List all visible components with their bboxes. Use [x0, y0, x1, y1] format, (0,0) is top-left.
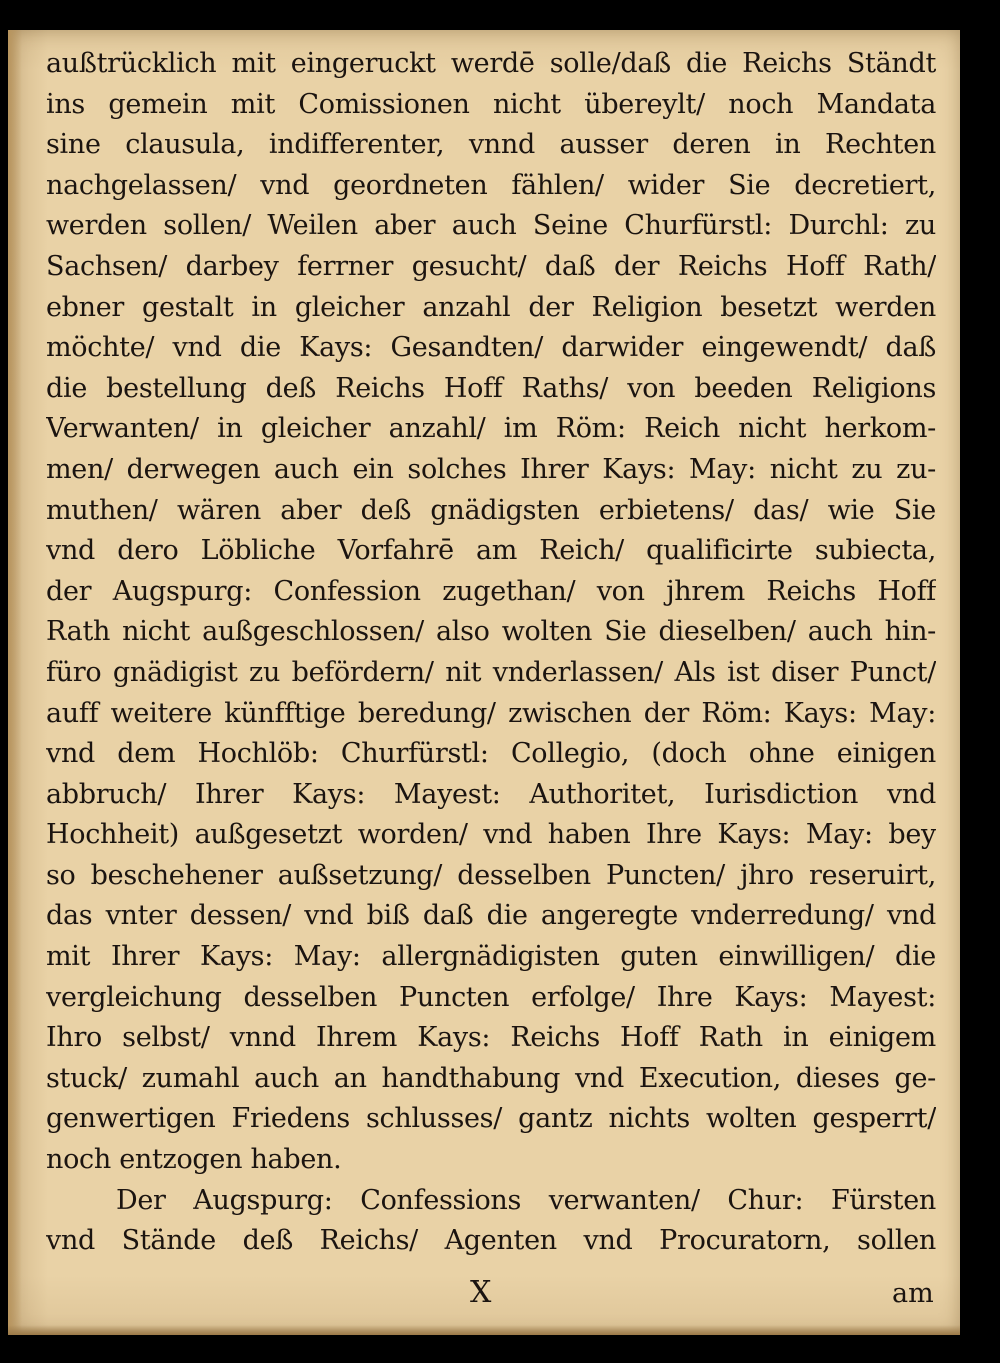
text-line: sine clausula, indifferenter, vnnd ausser deren in Rechten	[46, 129, 936, 161]
text-line: abbruch/ Ihrer Kays: Mayest: Authoritet, Iurisdiction vnd	[46, 778, 936, 810]
text-line: vergleichung desselben Puncten erfolge/ Ihre Kays: Mayest:	[46, 981, 936, 1013]
text-line: möchte/ vnd die Kays: Gesandten/ darwider eingewendt/ daß	[46, 332, 936, 364]
text-line: ins gemein mit Comissionen nicht übereylt/ noch Mandata	[46, 88, 936, 120]
text-line: men/ derwegen auch ein solches Ihrer Kays: May: nicht zu zu-	[46, 453, 936, 485]
text-line: füro gnädigist zu befördern/ nit vnderlassen/ Als ist diser Punct/	[46, 656, 936, 688]
text-line: ebner gestalt in gleicher anzahl der Religion besetzt werden	[46, 291, 936, 323]
text-line: vnd dero Löbliche Vorfahrē am Reich/ qualificirte subiecta,	[46, 535, 936, 567]
text-line: stuck/ zumahl auch an handthabung vnd Execution, dieses ge-	[46, 1062, 936, 1094]
catchword: am	[892, 1278, 934, 1309]
text-line: Sachsen/ darbey ferrner gesucht/ daß der Reichs Hoff Rath/	[46, 250, 936, 282]
text-line: so beschehener außsetzung/ desselben Puncten/ jhro reseruirt,	[46, 859, 936, 891]
signature-mark: X	[470, 1275, 492, 1310]
text-line: außtrücklich mit eingeruckt werdē solle/daß die Reichs Ständt	[46, 48, 936, 79]
text-line: das vnter dessen/ vnd biß daß die angeregte vnderredung/ vnd	[46, 900, 936, 932]
text-line: muthen/ wären aber deß gnädigsten erbietens/ das/ wie Sie	[46, 494, 936, 526]
text-line: vnd Stände deß Reichs/ Agenten vnd Procuratorn, sollen	[46, 1225, 936, 1257]
text-line: Der Augspurg: Confessions verwanten/ Chur: Fürsten	[116, 1184, 936, 1216]
text-line: der Augspurg: Confession zugethan/ von jhrem Reichs Hoff	[46, 575, 936, 607]
text-line: auff weitere künfftige beredung/ zwischen der Röm: Kays: May:	[46, 697, 936, 729]
text-line: mit Ihrer Kays: May: allergnädigisten guten einwilligen/ die	[46, 941, 936, 973]
text-line: Ihro selbst/ vnnd Ihrem Kays: Reichs Hoff Rath in einigem	[46, 1022, 936, 1054]
text-line: die bestellung deß Reichs Hoff Raths/ von beeden Religions	[46, 372, 936, 404]
text-line: genwertigen Friedens schlusses/ gantz nichts wolten gesperrt/	[46, 1103, 936, 1135]
text-line: Verwanten/ in gleicher anzahl/ im Röm: Reich nicht herkom-	[46, 413, 936, 445]
text-line: nachgelassen/ vnd geordneten fählen/ wider Sie decretiert,	[46, 169, 936, 201]
text-line: noch entzogen haben.	[46, 1144, 342, 1176]
text-line: Hochheit) außgesetzt worden/ vnd haben Ihre Kays: May: bey	[46, 819, 936, 851]
body-text	[46, 44, 936, 1262]
text-line: werden sollen/ Weilen aber auch Seine Churfürstl: Durchl: zu	[46, 210, 936, 242]
text-line: vnd dem Hochlöb: Churfürstl: Collegio, (doch ohne einigen	[46, 738, 936, 770]
text-line: Rath nicht außgeschlossen/ also wolten Sie dieselben/ auch hin-	[46, 616, 936, 648]
